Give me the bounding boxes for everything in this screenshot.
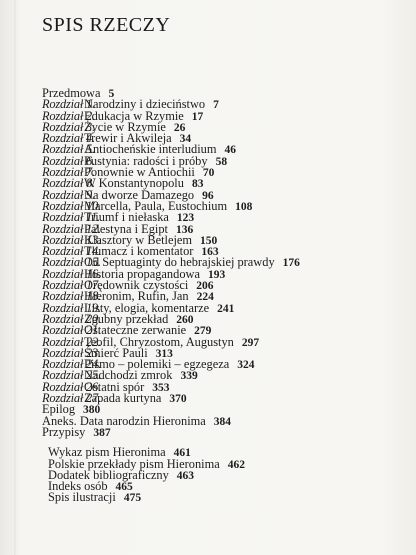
entry-title-text: Palestyna i Egipt [84, 221, 168, 236]
chapter-label: Rozdział 18. [42, 289, 101, 304]
entry-page-number: 5 [108, 88, 115, 100]
entry-page-number: 324 [237, 359, 255, 372]
entry-page-number: 70 [202, 167, 215, 180]
entry-title-text: Teofil, Chryzostom, Augustyn [84, 334, 234, 349]
entry-page-number: 297 [241, 336, 260, 349]
entry-page-number: 58 [215, 155, 228, 168]
entry-title-text: Przedmowa [42, 86, 101, 100]
entry-page-number: 206 [196, 280, 214, 293]
entry-page-number: 353 [152, 381, 170, 394]
chapter-label: Rozdział 3. [42, 119, 95, 134]
chapter-label: Rozdział 25. [42, 368, 101, 383]
entry-page-number: 176 [282, 257, 300, 270]
entry-title-text: Nadchodzi zmrok [84, 368, 173, 383]
chapter-label: Rozdział 19. [42, 300, 101, 315]
entry-page-number: 108 [235, 200, 253, 213]
table-of-contents [42, 88, 412, 504]
entry-title-text: Orędownik czystości [84, 278, 189, 293]
entry-title-text: Epilog [42, 402, 76, 417]
toc-entry-chapter [42, 393, 412, 404]
entry-title-text: Życie w Rzymie [84, 119, 166, 134]
chapter-label: Rozdział 6. [42, 153, 95, 168]
toc-entry-after [42, 413, 412, 428]
entry-title-text: Tłumacz i komentator [84, 244, 194, 259]
entry-title [42, 424, 111, 439]
chapter-label: Rozdział 12. [42, 221, 101, 236]
entry-title-text: Dodatek bibliograficzny [48, 467, 169, 482]
entry-title-text: Zgubny przekład [84, 311, 169, 326]
chapter-label: Rozdział 27. [42, 391, 101, 406]
entry-title-text: Zapada kurtyna [84, 391, 162, 406]
entry-title-text: Od Septuaginty do hebrajskiej prawdy [84, 255, 275, 270]
page-spine-shadow [14, 0, 17, 555]
entry-title-text: Ostatni spór [84, 379, 145, 394]
entry-title-text: Polskie przekłady pism Hieronima [48, 456, 220, 471]
chapter-label: Rozdział 17. [42, 278, 101, 293]
chapter-label: Rozdział 24. [42, 357, 101, 372]
chapter-label: Rozdział 9. [42, 187, 95, 202]
entry-page-number: 26 [173, 121, 186, 134]
chapter-label: Rozdział 5. [42, 142, 95, 157]
entry-page-number: 384 [213, 415, 232, 428]
entry-title-text: Triumf i niełaska [84, 210, 169, 225]
chapter-label: Rozdział 16. [42, 266, 101, 281]
entry-page-number: 260 [176, 313, 194, 326]
entry-page-number: 380 [83, 404, 101, 417]
entry-title-text: Edukacja w Rzymie [84, 108, 184, 123]
toc-entry-back [42, 492, 412, 503]
entry-title-text: Klasztory w Betlejem [84, 232, 193, 247]
chapter-label: Rozdział 2. [42, 108, 95, 123]
entry-page-number: 462 [227, 458, 245, 471]
entry-page-number: 7 [213, 99, 219, 112]
chapter-label: Rozdział 13. [42, 232, 101, 247]
entry-title-text: Aneks. Data narodzin Hieronima [42, 413, 206, 428]
chapter-label: Rozdział 11. [42, 210, 100, 225]
entry-title-text: Marcella, Paula, Eustochium [84, 198, 228, 213]
page-title: SPIS RZECZY [42, 14, 171, 36]
entry-title-text: Wykaz pism Hieronima [48, 445, 166, 460]
entry-page-number: 461 [173, 447, 191, 460]
entry-title-text: W Konstantynopolu [84, 176, 184, 191]
entry-page-number: 96 [202, 189, 214, 202]
entry-title-text: Ponownie w Antiochii [84, 165, 195, 180]
chapter-label: Rozdział 21. [42, 323, 101, 338]
entry-page-number: 46 [224, 144, 236, 157]
entry-page-number: 465 [115, 481, 133, 494]
entry-title-text: Przypisy [42, 424, 86, 439]
chapter-label: Rozdział 23. [42, 345, 101, 360]
entry-title [48, 492, 141, 504]
entry-page-number: 387 [93, 426, 111, 439]
entry-title-text: Ostateczne zerwanie [84, 323, 187, 338]
entry-title-text: Narodziny i dzieciństwo [84, 97, 206, 112]
entry-title-text: Pustynia: radości i próby [84, 153, 208, 168]
entry-title-text: Trewir i Akwileja [84, 131, 172, 146]
chapter-label: Rozdział 26. [42, 379, 101, 394]
entry-page-number: 475 [123, 492, 142, 505]
entry-page-number: 83 [191, 178, 204, 191]
entry-title-text: Indeks osób [48, 479, 108, 494]
chapter-label: Rozdział 15. [42, 255, 101, 270]
chapter-label: Rozdział 20. [42, 311, 101, 326]
entry-title-text: Spis ilustracji [48, 490, 116, 505]
entry-page-number: 163 [201, 246, 219, 259]
entry-title-text: Antiocheńskie interludium [84, 142, 217, 157]
chapter-label: Rozdział 22. [42, 334, 101, 349]
chapter-label: Rozdział 1. [42, 97, 95, 112]
entry-page-number: 224 [196, 291, 214, 304]
entry-page-number: 463 [176, 469, 195, 482]
entry-page-number: 34 [179, 133, 192, 146]
entry-page-number: 279 [194, 325, 212, 338]
entry-title-text: Hieronim, Rufin, Jan [84, 289, 189, 304]
chapter-label: Rozdział 10. [42, 198, 101, 213]
entry-page-number: 150 [200, 234, 218, 247]
entry-title-text: Listy, elogia, komentarze [84, 300, 210, 315]
entry-title-text: Na dworze Damazego [84, 187, 195, 202]
entry-page-number: 17 [191, 110, 204, 123]
entry-page-number: 241 [217, 302, 235, 315]
chapter-label: Rozdział 7. [42, 165, 95, 180]
entry-title-text: Historia propagandowa [84, 266, 200, 281]
entry-page-number: 313 [155, 347, 173, 360]
entry-page-number: 370 [169, 393, 187, 406]
chapter-label: Rozdział 8. [42, 176, 95, 191]
entry-title-text: Pismo – polemiki – egzegeza [84, 357, 230, 372]
entry-page-number: 193 [207, 268, 226, 281]
entry-page-number: 339 [180, 370, 198, 383]
entry-page-number: 123 [176, 212, 195, 225]
chapter-label: Rozdział 14. [42, 244, 101, 259]
toc-entry-after [42, 424, 412, 439]
entry-page-number: 136 [175, 223, 194, 236]
entry-title-text: Śmierć Pauli [84, 345, 148, 360]
chapter-label: Rozdział 4. [42, 131, 95, 146]
